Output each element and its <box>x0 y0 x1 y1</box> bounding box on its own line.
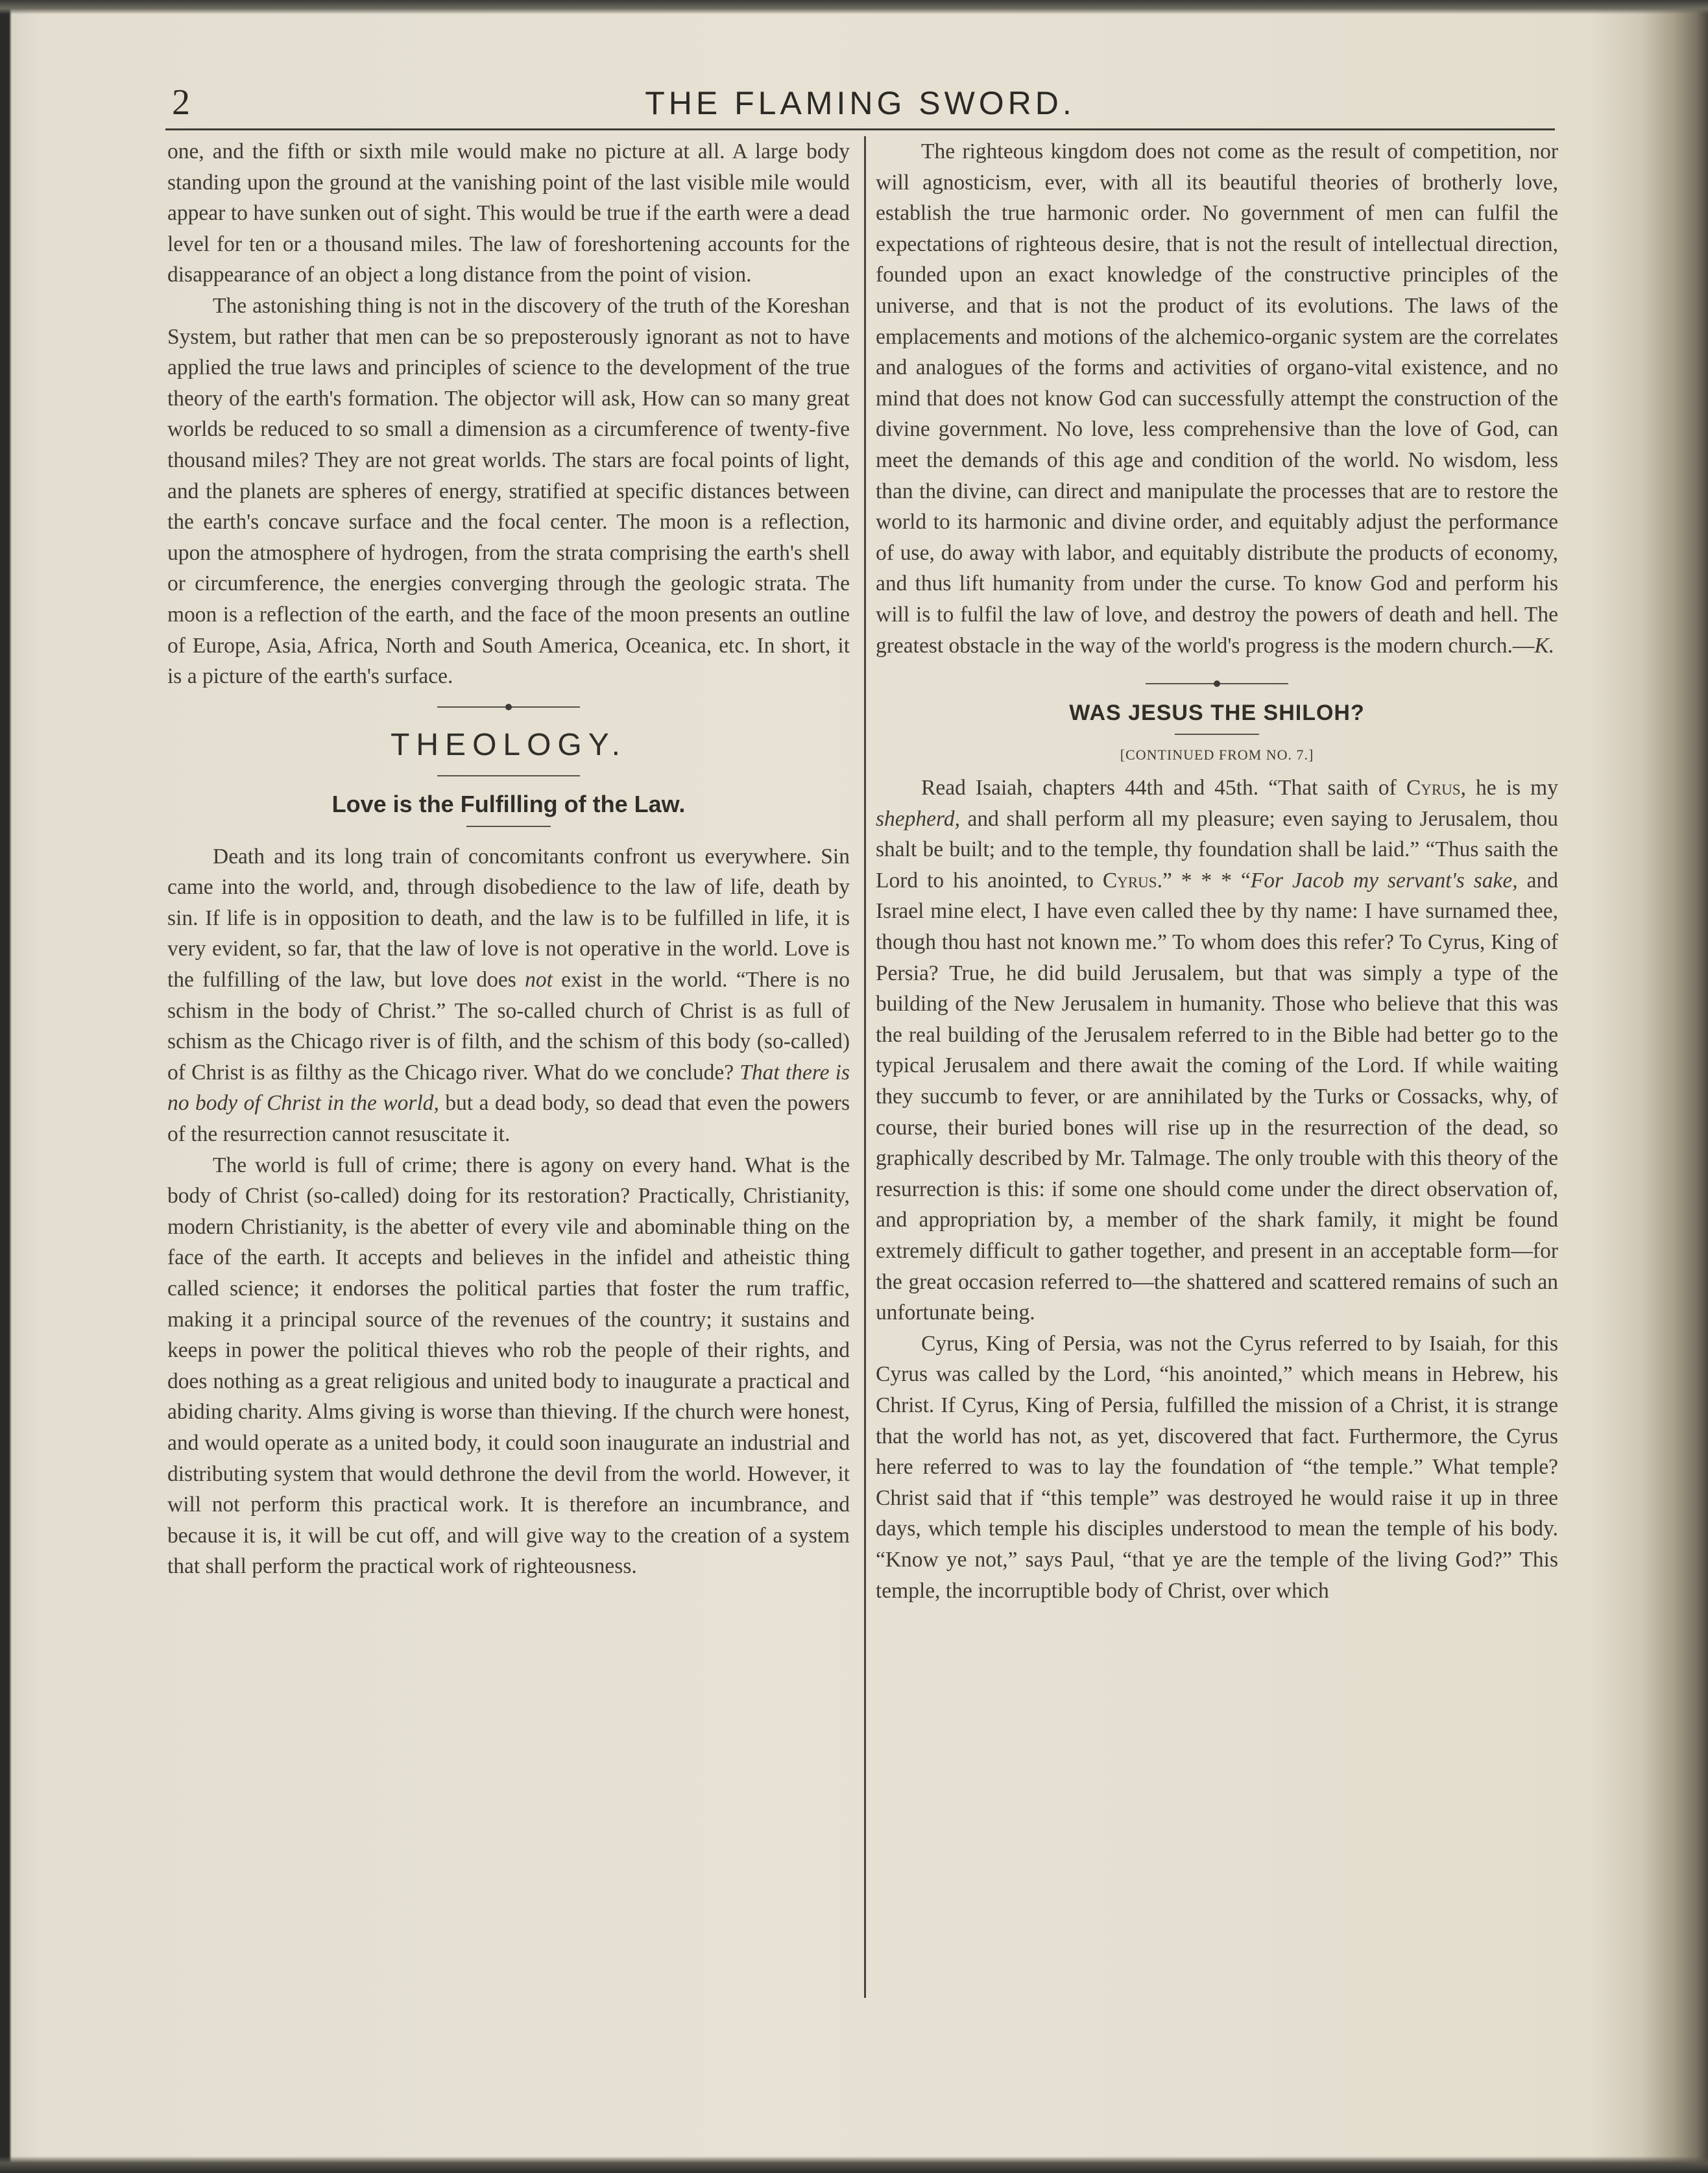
left-column <box>167 136 850 1582</box>
small-caps-name: Cyrus <box>1406 776 1461 800</box>
small-caps-name: Cyrus <box>1102 868 1157 893</box>
right-column <box>876 136 1558 1606</box>
ornament-divider <box>1146 683 1288 684</box>
title-rule <box>1175 734 1259 735</box>
paragraph <box>876 136 1558 661</box>
page-number: 2 <box>172 82 190 123</box>
text-run: but a dead body, so dead that even the powers of the resurrection cannot resuscitate it. <box>167 1091 850 1147</box>
continued-note: [CONTINUED FROM NO. 7.] <box>1120 747 1314 763</box>
text-run: , he is my <box>1460 776 1558 800</box>
text-run: and shall perform all my pleasure; even saying to Jerusalem, thou shalt be built; and to the temple, thy foundation shall be laid.” “Thus saith the Lord to his anointed, to <box>876 806 1558 893</box>
masthead-title: THE FLAMING SWORD. <box>645 85 1076 121</box>
signature: K. <box>1534 633 1555 658</box>
italic-text: That there is no body of Christ in the world, <box>167 1060 850 1116</box>
text-run: Read Isaiah, chapters 44th and 45th. “That saith of <box>921 776 1406 800</box>
paragraph: one, and the fifth or sixth mile would make no picture at all. A large body standing upon the ground at the vanishing point of the last visible mile would appear to have sunken out of sight. This would be true if the earth were a dead level for ten or a thousand miles. The law of foreshortening accounts for the disappearance of an object a long distance from the point of vision. <box>167 139 850 287</box>
paragraph: The astonishing thing is not in the discovery of the truth of the Koreshan System, but rather that men can be so preposterously ignorant as not to have applied the true laws and principles of science to the development of the true theory of the earth's formation. The objector will ask, How can so many great worlds be reduced to so small a dimension as a circumference of twenty-five thousand miles? They are not great worlds. The stars are focal points of light, and the planets are spheres of energy, stratified at specific distances between the earth's concave surface and the focal center. The moon is a reflection, upon the atmosphere of hydrogen, from the strata comprising the earth's shell or circumference, the energies converging through the geologic strata. The moon is a reflection of the earth, and the face of the moon presents an outline of Europe, Asia, Africa, North and South America, Oceanica, etc. In short, it is a picture of the earth's surface. <box>167 293 850 689</box>
paragraph: Cyrus, King of Persia, was not the Cyrus referred to by Isaiah, for this Cyrus was called by the Lord, “his anointed,” which means in Hebrew, his Christ. If Cyrus, King of Persia, fulfilled the mission of a Christ, it is strange that the world has not, as yet, discovered that fact. Furthermore, the Cyrus here referred to was to lay the foundation of “the temple.” What temple? Christ said that if “this temple” was destroyed he would raise it up in three days, which temple his disciples understood to mean the temple of his body. “Know ye not,” says Paul, “that ye are the temple of the living God?” This temple, the incorruptible body of Christ, over which <box>876 1331 1558 1603</box>
paragraph <box>167 841 850 1150</box>
text-run: Death and its long train of concomitants confront us everywhere. Sin came into the world, and, through disobedience to the law of life, death by sin. If life is in opposition to death, and the law is to be fulfilled in life, it is very evident, so far, that the law of love is not operative in the world. Love is the fulfilling of the law, but love does <box>167 844 850 992</box>
italic-text: For Jacob my servant's sake, <box>1250 868 1518 893</box>
italic-text: not <box>525 968 553 992</box>
title-rule <box>466 826 551 827</box>
paragraph <box>876 773 1558 1328</box>
italic-text: shepherd, <box>876 806 960 831</box>
ornament-divider <box>437 706 580 708</box>
column-divider <box>864 136 866 1998</box>
article-title: WAS JESUS THE SHILOH? <box>1069 701 1365 726</box>
text-run: exist in the world. “There is no schism in the body of Christ.” The so-called church of Christ is as full of schism as the Chicago river is of filth, and the schism of this body (so-called) of Christ is as filthy as the Chicago river. What do we conclude? <box>167 968 850 1085</box>
text-run: and Israel mine elect, I have even called thee by thy name: I have surnamed thee, though thou hast not known me.” To whom does this refer? To Cyrus, King of Persia? True, he did build Jerusalem, but that was simply a type of the building of the New Jerusalem in humanity. Those who believe that this was the real building of the Jerusalem referred to in the Bible had better go to the typical Jerusalem and there await the coming of the Lord. If while waiting they succumb to fever, or are annihilated by the Turks or Cossacks, why, of course, their buried bones will rise up in the resurrection of the dead, so graphically described by Mr. Talmage. The only trouble with this theory of the resurrection is this: if some one should come under the direct observation of, and appropriation by, a member of the shark family, it might be found extremely difficult to gather together, and present in an acceptable form—for the great occasion referred to—the shattered and scattered remains of such an unfortunate being. <box>876 868 1559 1325</box>
text-run: The righteous kingdom does not come as the result of competition, nor will agnosticism, ever, with all its beautiful theories of brotherly love, establish the true harmonic order. No government of men can fulfil the expectations of righteous desire, that is not the result of intellectual direction, founded upon an exact knowledge of the constructive principles of the universe, and that is not the product of its evolutions. The laws of the emplacements and motions of the alchemico-organic system are the correlates and analogues of the forms and activities of organo-vital existence, and no mind that does not know God can successfully attempt the construction of the divine government. No love, less comprehensive than the love of God, can meet the demands of this age and condition of the world. No wisdom, less than the divine, can direct and manipulate the processes that are to restore the world to its harmonic and divine order, and equitably adjust the performance of use, do away with labor, and equitably distribute the products of economy, and thus lift humanity from under the curse. To know God and perform his will is to fulfil the law of love, and destroy the powers of death and hell. The greatest obstacle in the way of the world's progress is the modern church.— <box>876 139 1558 658</box>
section-title: THEOLOGY. <box>391 727 627 762</box>
article-title: Love is the Fulfilling of the Law. <box>331 790 686 817</box>
text-run: .” * * * “ <box>1157 868 1251 893</box>
page-header <box>165 78 1555 130</box>
paragraph: The world is full of crime; there is agony on every hand. What is the body of Christ (so-called) doing for its restoration? Practically, Christianity, modern Christianity, is the abetter of every vile and abominable thing on the face of the earth. It accepts and believes in the infidel and atheistic thing called science; it endorses the political parties that foster the rum traffic, making it a principal source of the revenues of the country; it sustains and keeps in power the political thieves who rob the people of their rights, and does nothing as a great religious and united body to inaugurate a practical and abiding charity. Alms giving is worse than thieving. If the church were honest, and would operate as a united body, it could soon inaugurate an industrial and distributing system that would dethrone the devil from the world. However, it will not perform this practical work. It is therefore an incumbrance, and because it is, it will be cut off, and will give way to the creation of a system that shall perform the practical work of righteousness. <box>167 1153 850 1579</box>
title-rule <box>437 775 580 776</box>
